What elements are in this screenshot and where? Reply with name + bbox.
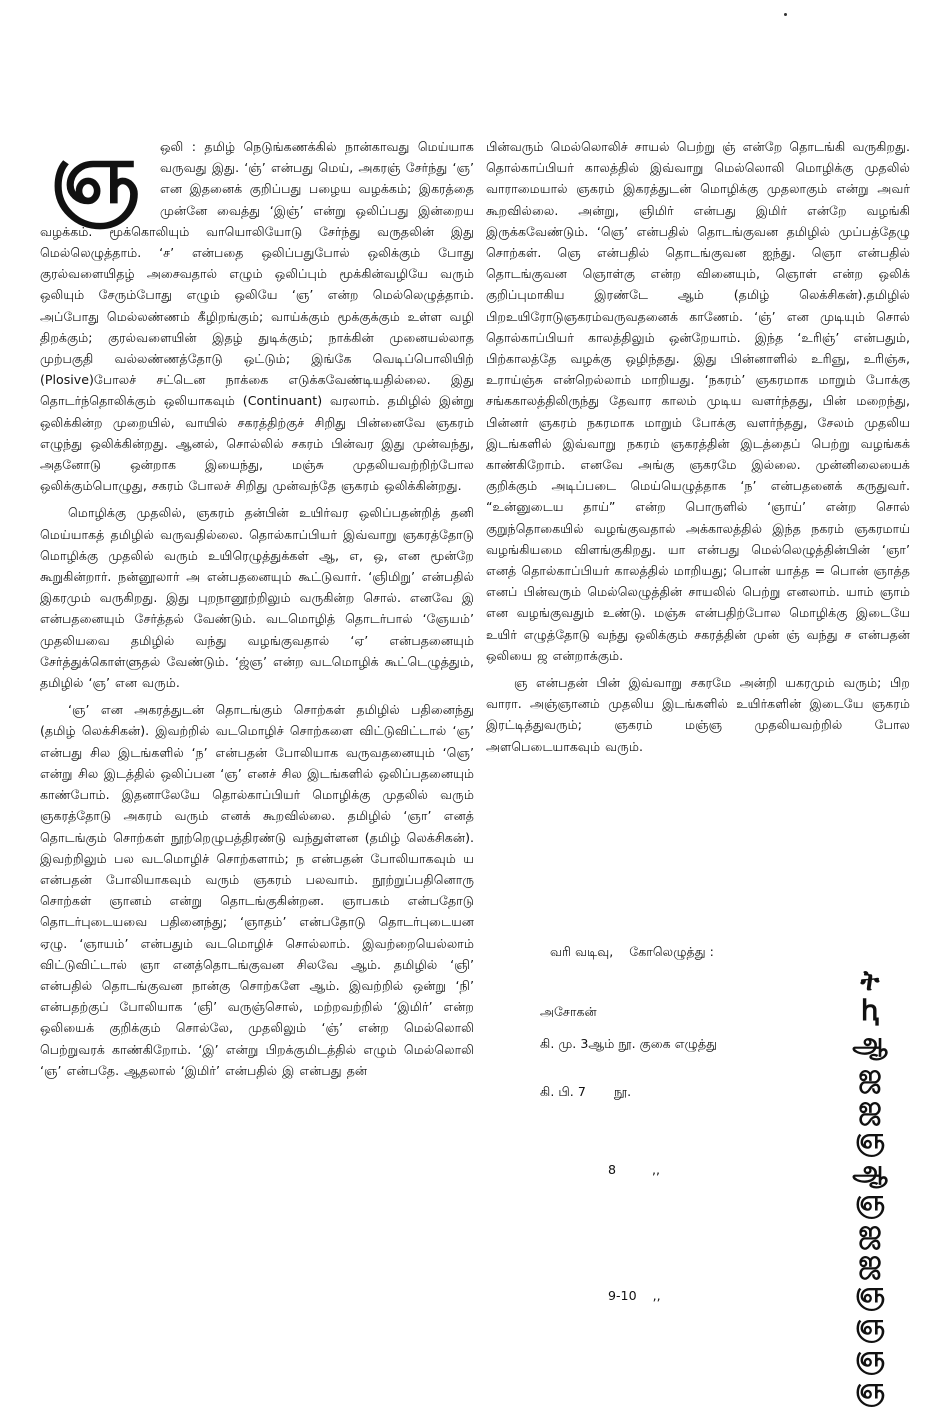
script-forms-heading: வரி வடிவு, கோலெழுத்து :	[550, 944, 714, 959]
left-column	[40, 123, 474, 1087]
script-label-cave: கி. மு. 3ஆம் நூ. குகை எழுத்து	[540, 1036, 718, 1051]
glyph-form: ஞ	[854, 1372, 886, 1405]
glyph-form: ஆ	[852, 1026, 888, 1059]
glyph-form: ஞ	[854, 1122, 886, 1155]
script-label-8th: 8 ,,	[608, 1162, 661, 1177]
script-label-9-10th: 9-10 ,,	[608, 1288, 661, 1303]
glyph-form: ஜ	[858, 1090, 882, 1123]
paragraph-word-counts: ‘ஞ’ என அகரத்துடன் தொடங்கும் சொற்கள் தமிழில் பதினைந்து (தமிழ் லெக்சிகன்). இவற்றில் வடமொழிச் சொற்களை விட்டுவிட்டால் ‘ஞ’ என்பது சில இடங்களில் ‘ந’ என்பதன் போலியாக வருவதனையும் ‘ஞெ’ என்று சில இடத்தில் ஒலிப்பன ‘ஞ’ எனச் சில இடங்களில் ஒலிப்பதனையும் காண்போம். இதனாலேயே தொல்காப்பியர் மொழிக்கு முதலில் வரும் ஞகரத்தோடு அகரம் வரும் எனக் கூறவில்லை. தமிழில் ‘ஞா’ எனத் தொடங்கும் சொற்கள் நூற்றெழுபத்திரண்டு வந்துள்ளன (தமிழ் லெக்சிகன்). இவற்றிலும் பல வடமொழிச் சொற்களாம்; ந என்பதன் போலியாகவும் ய என்பதன் போலியாகவும் வரும் ஞகரம் பலவாம். நூற்றுப்பதினொரு சொற்கள் ஞானம் என்று தொடங்குகின்றன. ஞாபகம் என்பதோடு தொடர்புடையவை பதினைந்து; ‘ஞாதம்’ என்பதோடு தொடர்புடையன ஏழு. ‘ஞாயம்’ என்பதும் வடமொழிச் சொல்லாம். இவற்றையெல்லாம் விட்டுவிட்டால் ஞா எனத்தொடங்குவன சிலவே ஆம். தமிழில் ‘ஞி’ என்பதில் தொடங்குவன நான்கு சொற்களே ஆம். இவற்றில் ஒன்று ‘நி’ என்பதற்குப் போலியாக ‘ஞி’ வருஞ்சொல், மற்றவற்றில் ‘இமிர்’ என்ற ஒலியைக் குறிக்கும் சொல்லே, முதலிலும் ‘ஞ்’ என்ற மெல்லொலி பெற்றுவரக் காண்கிறோம். ‘இ’ என்று பிறக்குமிடத்தில் எழும் மெல்லொலி ‘ஞ’ என்பதே. ஆதலால் ‘இமிர்’ என்பதில் இ என்பது தன்	[40, 702, 474, 1078]
glyph-form: ት	[860, 964, 880, 997]
paragraph-phonetics	[40, 123, 474, 496]
script-label-asoka: அசோகன்	[540, 1004, 597, 1019]
glyph-form: ஜ	[858, 1214, 882, 1247]
paragraph-initial-position: மொழிக்கு முதலில், ஞகரம் தன்பின் உயிர்வர ஒலிப்பதன்றித் தனி மெய்யாகத் தமிழில் வருவதில்லை. தொல்காப்பியர் இவ்வாறு ஞகரத்தோடு மொழிக்கு முதலில் வரும் உயிரெழுத்துக்கள் ஆ, எ, ஒ, என மூன்றே கூறுகின்றார். நன்னூலார் அ என்பதனையும் கூட்டுவார். ‘ஞிமிறு’ என்பதில் இகரமும் வருகிறது. இது புறநானூற்றிலும் வருகின்ற சொல். எனவே இ என்பதனையும் சேர்த்தல் வேண்டும். வடமொழித் தொடர்பால் ‘ஞேயம்’ முதலியவை தமிழில் வந்து வழங்குவதால் ‘ஏ’ என்பதனையும் சேர்த்துக்கொள்ளுதல் வேண்டும். ‘ஜ்ஞ’ என்ற வடமொழிக் கூட்டெழுத்தும், தமிழில் ‘ஞ’ என வரும்.	[40, 505, 474, 691]
glyph-form: ஞ	[854, 1340, 886, 1373]
glyph-form: ԧ	[861, 994, 879, 1027]
right-column	[486, 136, 910, 763]
page-speck	[784, 13, 787, 16]
glyph-form: ஜ	[858, 1244, 882, 1277]
script-label-7th: கி. பி. 7 நூ.	[540, 1084, 632, 1099]
paragraph-text: ஒலி : தமிழ் நெடுங்கணக்கில் நான்காவது மெய்யாக வருவது இது. ‘ஞ்’ என்பது மெய், அகரஞ் சேர்ந்து ‘ஞ’ என இதனைக் குறிப்பது பழைய வழக்கம்; இகரத்தை முன்னே வைத்து ‘இஞ்’ என்று ஒலிப்பது இன்றைய வழக்கம். மூக்கொலியும் வாயொலியோடு சேர்ந்து வருதலின் இது மெல்லெழுத்தாம். ‘ச’ என்பதை ஒலிப்பதுபோல் ஒலிக்கும் போது குரல்வளையிதழ் அசைவதால் எழும் ஒலிப்பும் மூக்கின்வழியே வரும் ஒலியும் சேரும்போது எழும் ஒலியே ‘ஞ’ என்ற மெல்லெழுத்தாம். அப்போது மெல்லண்ணம் கீழிறங்கும்; வாய்க்கும் மூக்குக்கும் உள்ள வழி திறக்கும்; குரல்வளையின் இதழ் துடிக்கும்; நாக்கின் முனையல்லாத முற்பகுதி வல்லண்ணத்தோடு ஒட்டும்; இங்கே வெடிப்பொலியிற் (Plosive)போலச் சட்டென நாக்கை எடுக்கவேண்டியதில்லை. இது தொடர்ந்தொலிக்கும் ஒலியாகவும் (Continuant) வரலாம். தமிழில் இன்று ஒலிக்கின்ற முறையில், வாயில் சகரத்திற்குச் சிறிது பின்னைவே ஞகரம் எழுந்து ஒலிக்கின்றது. ஆனல், சொல்லில் சகரம் பின்வர இது முன்வந்து, அதனோடு ஒன்றாக இயைந்து, மஞ்சு முதலியவற்றிற்போல ஒலிக்கும்பொழுது, சகரம் போலச் சிறிது முன்வந்தே ஞகரம் ஒலிக்கின்றது.	[40, 139, 474, 494]
glyph-form: ஞ	[854, 1308, 886, 1341]
paragraph-following-letters: ஞ என்பதன் பின் இவ்வாறு சகரமே அன்றி யகரமும் வரும்; பிற வாரா. அஞ்ஞானம் முதலிய இடங்களில் உயிர்களின் இடையே ஞகரம் இரட்டித்துவரும்; ஞகரம் மஞ்ஞ முதலியவற்றில் போல அளபெடையாகவும் வரும்.	[486, 675, 910, 754]
script-forms-section	[540, 940, 840, 1370]
glyph-form: ஞ	[854, 1184, 886, 1217]
dropcap-letter: ஞ	[49, 123, 141, 222]
glyph-form: ஜ	[858, 1058, 882, 1091]
glyph-form: ஞ	[854, 1276, 886, 1309]
glyph-form: ஆ	[852, 1154, 888, 1187]
paragraph-continuation: பின்வரும் மெல்லொலிச் சாயல் பெற்று ஞ் என்றே தொடங்கி வருகிறது. தொல்காப்பியர் காலத்தில் இவ்வாறு மெல்லொலி மொழிக்கு முதலில் வாராமையால் ஞகரம் இகரத்துடன் மொழிக்கு முதலாகும் என்று அவர் கூறவில்லை. அன்று, ஞிமிர் என்பது இமிர் என்றே வழங்கி இருக்கவேண்டும். ‘ஞெ’ என்பதில் தொடங்குவன தமிழில் முப்பத்தேழு சொற்கள். ஞெ என்பதில் தொடங்குவன ஐந்து. ஞொ என்பதில் தொடங்குவன ஞொள்கு என்ற வினையும், ஞொள் என்ற ஒலிக் குறிப்புமாகிய இரண்டே ஆம் (தமிழ் லெக்சிகன்).தமிழில் பிறஉயிரோடுஞகரம்வருவதனைக் காணேம். ‘ஞ்’ என முடியும் சொல் தொல்காப்பியர் காலத்திலும் ஒன்றேயாம். இந்த ‘உரிஞ்’ என்பதும், பிற்காலத்தே வழக்கு ஒழிந்தது. இது பின்னாளில் உரிஞு, உரிஞ்சு, உராய்ஞ்சு என்றெல்லாம் மாறியது. ‘நகரம்’ ஞகரமாக மாறும் போக்கு சங்ககாலத்திலிருந்து தேவார காலம் முடிய வளர்ந்தது, பின் மறைந்து, பின்னர் ஞகரம் நகரமாக மாறும் போக்கு வளர்ந்தது, சேலம் முதலிய இடங்களில் இவ்வாறு நகரம் ஞகரத்தின் இடத்தைப் பெற்று வழங்கக் காண்கிறோம். எனவே அங்கு ஞகரமே இல்லை. முன்னிலையைக் குறிக்கும் அடிப்படை மெய்யெழுத்தாக ‘ந’ என்பதனைக் கருதுவர். “உன்னுடைய தாய்” என்ற பொருளில் ‘ஞாய்’ என்ற சொல் குறுந்தொகையில் வழங்குவதால் அக்காலத்தில் இந்த நகரம் ஞகரமாய் வழங்கியமை விளங்குகிறது. யா என்பது மெல்லெழுத்தின்பின் ‘ஞா’ எனத் தொல்காப்பியர் காலத்தில் மாறியது; பொன் யாத்த = பொன் ஞாத்த எனப் பின்வரும் மெல்லெழுத்தின் சாயலில் பெற்று எனலாம். யாம் ஞாம் என வழங்குவதும் உண்டு. மஞ்சு என்பதிற்போல மொழிக்கு இடையே உயிர் எழுத்தோடு வந்து ஒலிக்கும் சகரத்தின் முன் ஞ் வந்து ச என்பதன் ஒலியை ஜ என்றாக்கும்.	[486, 139, 910, 663]
